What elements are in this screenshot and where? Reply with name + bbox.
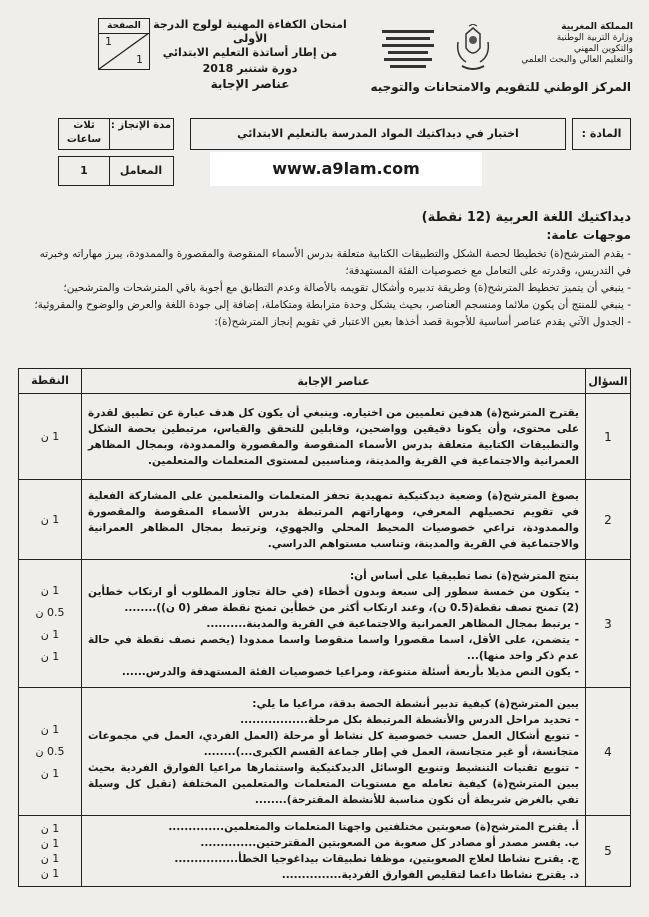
answer-line: ب. يفسر مصدر أو مصادر كل صعوبة من الصعوبتين المقترحتين.............. [200,837,579,849]
table-row [19,394,631,480]
duration-value: ثلاث ساعات [58,118,110,150]
column-header-elements: عناصر الإجابة [82,369,586,394]
exam-title-line1: امتحان الكفاءة المهنية لولوج الدرجة الأولى [153,18,347,45]
answer-line: - يتضمن، على الأقل، اسما مقصورا واسما منقوصا واسما ممدودا (يخصم نصف نقطة في حالة عدم ذكر واحد منها)... [88,633,579,662]
page-number: 1 [105,35,112,48]
page-label: الصفحة [99,19,149,34]
answer-elements-table [18,368,631,887]
exam-title-line2: من إطار أساتذة التعليم الابتدائي [162,46,338,59]
answer-line: - تنويع تقنيات التنشيط وتنويع الوسائل الديدكتيكية واستثمارها مراعيا الفوارق الفردية بحيث يبين المترشح(ة) كيفية تعامله مع مستويات المتعلمات والمتعلمين المختلفة (تقبل كل وسيلة تفي بالغرض شريطة أن تكون مناسبة للأنشطة المقترحة)........ [88,761,579,806]
points-value: 1 ن [40,867,60,880]
column-header-points: النقطة [19,369,82,394]
ministry-tifinagh-logo [378,28,438,75]
ministry-text-logo [378,28,438,72]
answer-line: - يتكون من خمسة سطور إلى سبعة وبدون أخطاء (في حالة تجاوز المطلوب أو ارتكاب خطأين (2) تمنح نصف نقطة(0.5 ن)، وعند ارتكاب أكثر من خطأين تمنح نقطة صفر (0 ن))........ [88,585,579,614]
answer-line: يبين المترشح(ة) كيفية تدبير أنشطة الحصة بدقة، مراعيا ما يلي: [252,697,579,710]
ministry-line: وزارة التربية الوطنية [556,33,633,43]
points-value: 1 ن [40,822,60,835]
ministry-line: المملكة المغربية [561,22,633,32]
answer-line: ج. يقترح نشاطا لعلاج الصعوبتين، موظفا تطبيقات بيداغوجيا الخطأ................ [174,853,579,865]
answer-line: ينتج المترشح(ة) نصا تطبيقيا على أساس أن: [349,569,579,582]
kingdom-emblem-icon [452,24,494,76]
points-cell [19,394,82,480]
points-cell [19,480,82,560]
points-cell [19,816,82,887]
points-cell [19,560,82,688]
question-number: 3 [586,560,631,688]
subject-label: المادة : [572,118,631,150]
question-number: 1 [586,394,631,480]
coefficient-label: المعامل [108,156,174,186]
question-number: 2 [586,480,631,560]
website-watermark: www.a9lam.com [210,152,482,186]
guideline-item: - الجدول الآتي يقدم عناصر أساسية للأجوبة قصد أخذها بعين الاعتبار في تقويم إنجاز المترشح(ة): [214,316,631,328]
answer-line: - تحديد مراحل الدرس والأنشطة المرتبطة بكل مرحلة................. [240,713,579,726]
points-value: 0.5 ن [35,605,65,619]
answer-line: - تنويع أشكال العمل حسب خصوصية كل نشاط أو مرحلة (العمل الفردي، العمل في مجموعات متجانسة، أو غير متجانسة، العمل في إطار جماعة القسم الكبرى...)........ [88,729,579,758]
subject-value: اختبار في ديداكتيك المواد المدرسة بالتعليم الابتدائي [190,118,566,150]
answer-line: يقترح المترشح(ة) هدفين تعلميين من اختياره. وينبغي أن يكون كل هدف عبارة عن تطبيق لقدرة على محتوى، وأن يكونا دقيقين وواضحين، وقابلين للتحقق والقياس، مرتبطين بحصة الشكل والتطبيقات الكتابية متعلقة بدرس الأسماء المنقوصة والمقصورة والممدودة، وبمجال المظاهر العمرانية والاجتماعية في القرية والمدينة، ومناسبين لمستوى المتعلمات والمتعلمين. [88,406,579,467]
answer-line: - يكون النص مذيلا بأربعة أسئلة متنوعة، ومراعيا خصوصيات الفئة المستهدفة والدرس...... [121,665,579,678]
table-row [19,816,631,887]
points-value: 1 ن [40,583,60,597]
guideline-item: - ينبغي أن يتميز تخطيط المترشح(ة) وطريقة تدبيره وأشكال تقويمه بالأصالة وعدم التطابق مع أجوبة باقي المترشحات والمترشحين؛ [63,282,631,294]
points-value: 1 ن [40,766,60,780]
ministry-line: والتكوين المهني [574,44,633,54]
table-row [19,688,631,816]
answer-elements [82,394,586,480]
evaluation-center-name: المركز الوطني للتقويم والامتحانات والتوجيه [370,80,631,94]
points-value: 1 ن [40,837,60,850]
ministry-line: والتعليم العالي والبحث العلمي [521,55,633,65]
answer-line: يصوغ المترشح(ة) وضعية ديدكتيكية تمهيدية تحفز المتعلمات والمتعلمين على المشاركة الفعلية في تقويم تحصيلهم المعرفي، ومهاراتهم المرتبطة بدرس الأسماء المنقوصة والمقصورة والممدودة، تراعي خصوصيات المحيط المحلي والجهوي، وترتبط بمجال المظاهر العمرانية والاجتماعية في القرية والمدينة، وتناسب مستواهم الدراسي. [88,489,579,550]
points-value: 1 ن [40,512,60,526]
exam-title-block [150,18,350,92]
page-number-box [98,18,150,70]
guideline-item: - ينبغي للمنتج أن يكون ملائما ومنسجم العناصر، بحيث يشكل وحدة مترابطة ومتكاملة، إضافة إلى جودة اللغة والعرض والوضوح والمقروئية؛ [34,299,631,311]
points-value: 1 ن [40,429,60,443]
table-header-row [19,369,631,394]
document-type: عناصر الإجابة [210,77,290,91]
points-value: 1 ن [40,649,60,663]
question-number: 5 [586,816,631,887]
answer-elements [82,816,586,887]
points-value: 1 ن [40,722,60,736]
points-value: 1 ن [40,627,60,641]
answer-line: أ. يقترح المترشح(ة) صعوبتين مختلفتين واجهتا المتعلمات والمتعلمين.............. [168,821,579,833]
answer-line: د. يقترح نشاطا داعما لتقليص الفوارق الفردية............... [281,869,579,881]
points-value: 1 ن [40,852,60,865]
coefficient-value: 1 [58,156,110,186]
question-number: 4 [586,688,631,816]
section-subtitle: موجهات عامة: [546,228,631,242]
general-guidelines [31,246,631,331]
table-row [19,480,631,560]
guideline-item: - يقدم المترشح(ة) تخطيطا لحصة الشكل والتطبيقات الكتابية متعلقة بدرس الأسماء المنقوصة والمقصورة والممدودة، يبرز مهاراته وخبرته في التدريس، وقدرته على التعامل مع خصوصيات الفئة المستهدفة؛ [39,248,631,277]
table-row [19,560,631,688]
column-header-question: السؤال [586,369,631,394]
answer-elements [82,688,586,816]
section-title: ديداكتيك اللغة العربية (12 نقطة) [421,210,631,225]
answer-elements [82,480,586,560]
ministry-name [503,22,633,66]
points-value: 0.5 ن [35,744,65,758]
exam-session: دورة شتنبر 2018 [202,62,298,75]
points-cell [19,688,82,816]
page-total: 1 [136,53,143,66]
answer-line: - يرتبط بمجال المظاهر العمرانية والاجتماعية في القرية والمدينة.......... [206,617,579,630]
duration-label: مدة الإنجاز : [108,118,174,150]
answer-elements [82,560,586,688]
